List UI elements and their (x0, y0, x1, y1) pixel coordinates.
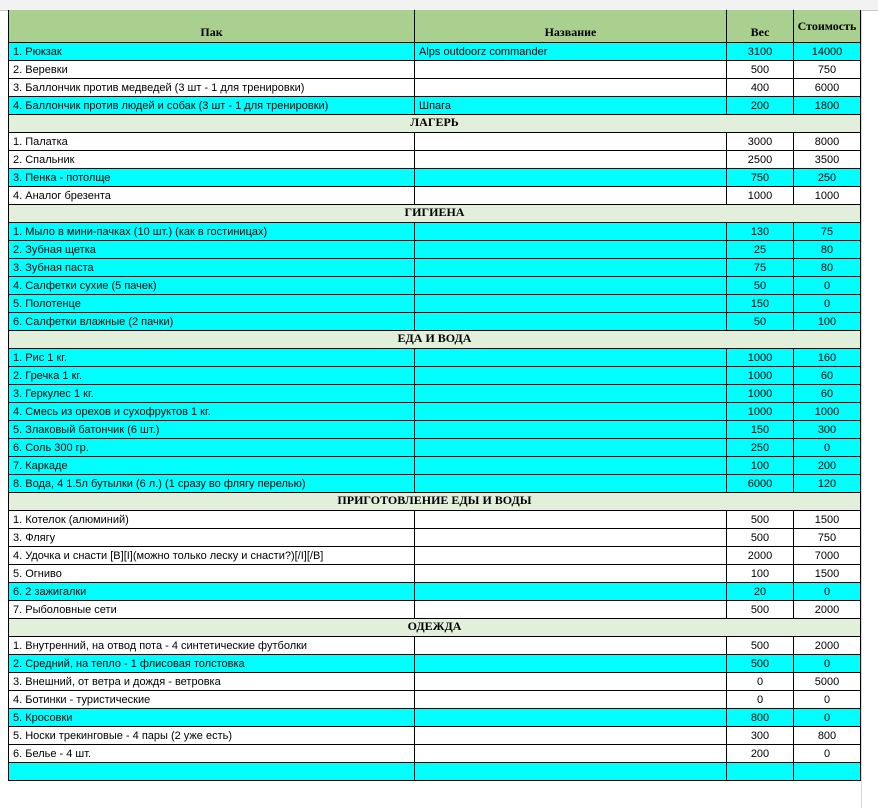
weight-cell[interactable]: 100 (727, 565, 794, 583)
weight-cell[interactable]: 500 (727, 61, 794, 79)
weight-cell[interactable]: 50 (727, 313, 794, 331)
table-row (0, 583, 878, 601)
name-cell[interactable] (415, 259, 727, 277)
weight-cell[interactable]: 130 (727, 223, 794, 241)
cost-cell[interactable]: 1800 (794, 97, 861, 115)
item-cell[interactable]: 2. Веревки (8, 61, 415, 79)
item-cell[interactable]: 3. Пенка - потолще (8, 169, 415, 187)
cost-cell[interactable]: 120 (794, 475, 861, 493)
table-row (0, 169, 878, 187)
weight-cell[interactable]: 3100 (727, 43, 794, 61)
cost-cell[interactable]: 1000 (794, 187, 861, 205)
name-cell[interactable] (415, 349, 727, 367)
cost-cell[interactable]: 2000 (794, 637, 861, 655)
weight-cell[interactable]: 2500 (727, 151, 794, 169)
cost-cell[interactable]: 7000 (794, 547, 861, 565)
weight-cell[interactable]: 3000 (727, 133, 794, 151)
section-title[interactable]: ЛАГЕРЬ (8, 115, 861, 133)
cost-cell[interactable]: 0 (794, 295, 861, 313)
cost-cell[interactable]: 5000 (794, 673, 861, 691)
item-cell[interactable]: 2. Гречка 1 кг. (8, 367, 415, 385)
name-cell[interactable] (415, 745, 727, 763)
weight-cell[interactable]: 100 (727, 457, 794, 475)
name-cell[interactable] (415, 727, 727, 745)
cost-cell[interactable]: 0 (794, 709, 861, 727)
section-title[interactable]: ГИГИЕНА (8, 205, 861, 223)
name-cell[interactable] (415, 529, 727, 547)
table-row (0, 313, 878, 331)
weight-cell[interactable]: 1000 (727, 367, 794, 385)
cost-cell[interactable]: 14000 (794, 43, 861, 61)
section-header (0, 331, 878, 349)
item-cell[interactable]: 4. Смесь из орехов и сухофруктов 1 кг. (8, 403, 415, 421)
table-row (0, 43, 878, 61)
name-cell[interactable] (415, 583, 727, 601)
table-row (0, 511, 878, 529)
table-row (0, 637, 878, 655)
item-cell[interactable]: 1. Рюкзак (8, 43, 415, 61)
weight-cell[interactable]: 500 (727, 529, 794, 547)
header-row (0, 10, 878, 43)
cost-cell[interactable]: 1000 (794, 403, 861, 421)
name-cell[interactable] (415, 691, 727, 709)
cost-cell[interactable]: 80 (794, 241, 861, 259)
cost-cell[interactable]: 800 (794, 727, 861, 745)
cost-cell[interactable]: 200 (794, 457, 861, 475)
item-cell[interactable]: 8. Вода, 4 1.5л бутылки (6 л.) (1 сразу во флягу перелью) (8, 475, 415, 493)
cost-cell[interactable] (794, 763, 861, 781)
weight-cell[interactable]: 800 (727, 709, 794, 727)
section-header (0, 205, 878, 223)
name-cell[interactable] (415, 367, 727, 385)
header-name[interactable]: Название (415, 10, 727, 43)
table-row (0, 709, 878, 727)
item-cell[interactable]: 6. 2 зажигалки (8, 583, 415, 601)
item-cell[interactable]: 6. Салфетки влажные (2 пачки) (8, 313, 415, 331)
table-row (0, 475, 878, 493)
cost-cell[interactable]: 0 (794, 439, 861, 457)
item-cell[interactable]: 5. Носки трекинговые - 4 пары (2 уже есть) (8, 727, 415, 745)
item-cell[interactable]: 4. Удочка и снасти [B][I](можно только леску и снасти?)[/I][/B] (8, 547, 415, 565)
header-cost[interactable]: Стоимость (794, 10, 861, 43)
item-cell[interactable]: 5. Кросовки (8, 709, 415, 727)
cost-cell[interactable]: 100 (794, 313, 861, 331)
name-cell[interactable] (415, 403, 727, 421)
table-row (0, 277, 878, 295)
item-cell[interactable]: 3. Внешний, от ветра и дождя - ветровка (8, 673, 415, 691)
cost-cell[interactable]: 8000 (794, 133, 861, 151)
name-cell[interactable] (415, 421, 727, 439)
item-cell[interactable]: 4. Салфетки сухие (5 пачек) (8, 277, 415, 295)
name-cell[interactable] (415, 763, 727, 781)
item-cell[interactable]: 1. Палатка (8, 133, 415, 151)
weight-cell[interactable]: 75 (727, 259, 794, 277)
table-row (0, 97, 878, 115)
name-cell[interactable] (415, 151, 727, 169)
section-header (0, 115, 878, 133)
weight-cell[interactable]: 0 (727, 691, 794, 709)
item-cell[interactable]: 5. Злаковый батончик (6 шт.) (8, 421, 415, 439)
cost-cell[interactable]: 80 (794, 259, 861, 277)
name-cell[interactable] (415, 385, 727, 403)
name-cell[interactable] (415, 313, 727, 331)
name-cell[interactable] (415, 475, 727, 493)
weight-cell[interactable]: 1000 (727, 187, 794, 205)
item-cell[interactable]: 5. Полотенце (8, 295, 415, 313)
weight-cell[interactable]: 1000 (727, 349, 794, 367)
section-title[interactable]: ПРИГОТОВЛЕНИЕ ЕДЫ И ВОДЫ (8, 493, 861, 511)
table-row (0, 187, 878, 205)
name-cell[interactable] (415, 511, 727, 529)
cost-cell[interactable]: 0 (794, 691, 861, 709)
name-cell[interactable] (415, 61, 727, 79)
weight-cell[interactable]: 500 (727, 601, 794, 619)
item-cell[interactable]: 5. Огниво (8, 565, 415, 583)
table-row (0, 529, 878, 547)
item-cell[interactable]: 7. Каркаде (8, 457, 415, 475)
table-row (0, 295, 878, 313)
cost-cell[interactable]: 300 (794, 421, 861, 439)
table-row (0, 565, 878, 583)
table-row (0, 727, 878, 745)
item-cell[interactable]: 4. Аналог брезента (8, 187, 415, 205)
name-cell[interactable] (415, 223, 727, 241)
name-cell[interactable] (415, 79, 727, 97)
name-cell[interactable] (415, 547, 727, 565)
cost-cell[interactable]: 0 (794, 277, 861, 295)
header-weight[interactable]: Вес (727, 10, 794, 43)
weight-cell[interactable]: 150 (727, 421, 794, 439)
table-row (0, 223, 878, 241)
item-cell[interactable]: 6. Соль 300 гр. (8, 439, 415, 457)
cost-cell[interactable]: 3500 (794, 151, 861, 169)
item-cell[interactable]: 2. Средний, на тепло - 1 флисовая толстовка (8, 655, 415, 673)
item-cell[interactable]: 3. Баллончик против медведей (3 шт - 1 для тренировки) (8, 79, 415, 97)
table-row (0, 259, 878, 277)
item-cell[interactable]: 2. Спальник (8, 151, 415, 169)
table-row (0, 655, 878, 673)
weight-cell[interactable]: 400 (727, 79, 794, 97)
cost-cell[interactable]: 60 (794, 367, 861, 385)
item-cell[interactable]: 1. Котелок (алюминий) (8, 511, 415, 529)
table-row (0, 385, 878, 403)
weight-cell[interactable]: 750 (727, 169, 794, 187)
name-cell[interactable] (415, 601, 727, 619)
weight-cell[interactable]: 200 (727, 97, 794, 115)
cost-cell[interactable]: 1500 (794, 565, 861, 583)
item-cell[interactable]: 3. Флягу (8, 529, 415, 547)
name-cell[interactable] (415, 565, 727, 583)
weight-cell[interactable]: 500 (727, 637, 794, 655)
item-cell[interactable]: 2. Зубная щетка (8, 241, 415, 259)
table-row (0, 745, 878, 763)
table-row (0, 673, 878, 691)
weight-cell[interactable]: 500 (727, 655, 794, 673)
weight-cell[interactable]: 50 (727, 277, 794, 295)
cost-cell[interactable]: 2000 (794, 601, 861, 619)
section-title[interactable]: ЕДА И ВОДА (8, 331, 861, 349)
table-row (0, 763, 878, 781)
table-row (0, 133, 878, 151)
weight-cell[interactable]: 1000 (727, 403, 794, 421)
weight-cell[interactable]: 150 (727, 295, 794, 313)
table-row (0, 403, 878, 421)
name-cell[interactable] (415, 673, 727, 691)
cost-cell[interactable]: 750 (794, 61, 861, 79)
item-cell[interactable]: 1. Рис 1 кг. (8, 349, 415, 367)
table-row (0, 367, 878, 385)
name-cell[interactable] (415, 169, 727, 187)
name-cell[interactable] (415, 637, 727, 655)
item-cell[interactable]: 4. Баллончик против людей и собак (3 шт - 1 для тренировки) (8, 97, 415, 115)
name-cell[interactable]: Шпага (415, 97, 727, 115)
name-cell[interactable] (415, 439, 727, 457)
table-row (0, 241, 878, 259)
table-row (0, 151, 878, 169)
weight-cell[interactable]: 6000 (727, 475, 794, 493)
weight-cell[interactable]: 25 (727, 241, 794, 259)
name-cell[interactable] (415, 241, 727, 259)
cost-cell[interactable]: 0 (794, 745, 861, 763)
item-cell[interactable]: 3. Зубная паста (8, 259, 415, 277)
weight-cell[interactable]: 300 (727, 727, 794, 745)
name-cell[interactable] (415, 457, 727, 475)
name-cell[interactable] (415, 277, 727, 295)
weight-cell[interactable]: 500 (727, 511, 794, 529)
item-cell[interactable]: 1. Мыло в мини-пачках (10 шт.) (как в гостиницах) (8, 223, 415, 241)
item-cell[interactable]: 6. Белье - 4 шт. (8, 745, 415, 763)
name-cell[interactable] (415, 709, 727, 727)
cost-cell[interactable]: 250 (794, 169, 861, 187)
name-cell[interactable] (415, 187, 727, 205)
section-title[interactable]: ОДЕЖДА (8, 619, 861, 637)
weight-cell[interactable]: 200 (727, 745, 794, 763)
item-cell[interactable]: 4. Ботинки - туристические (8, 691, 415, 709)
weight-cell[interactable]: 2000 (727, 547, 794, 565)
table-row (0, 691, 878, 709)
item-cell[interactable]: 1. Внутренний, на отвод пота - 4 синтетические футболки (8, 637, 415, 655)
name-cell[interactable]: Alps outdoorz commander (415, 43, 727, 61)
cost-cell[interactable]: 60 (794, 385, 861, 403)
item-cell[interactable]: 7. Рыболовные сети (8, 601, 415, 619)
cost-cell[interactable]: 160 (794, 349, 861, 367)
cost-cell[interactable]: 1500 (794, 511, 861, 529)
table-row (0, 457, 878, 475)
table-row (0, 601, 878, 619)
table-row (0, 547, 878, 565)
cost-cell[interactable]: 75 (794, 223, 861, 241)
weight-cell[interactable]: 250 (727, 439, 794, 457)
name-cell[interactable] (415, 655, 727, 673)
cost-cell[interactable]: 6000 (794, 79, 861, 97)
section-header (0, 619, 878, 637)
table-row (0, 79, 878, 97)
cost-cell[interactable]: 0 (794, 583, 861, 601)
table-row (0, 421, 878, 439)
item-cell[interactable] (8, 763, 415, 781)
name-cell[interactable] (415, 133, 727, 151)
weight-cell[interactable]: 20 (727, 583, 794, 601)
table-row (0, 61, 878, 79)
cost-cell[interactable]: 750 (794, 529, 861, 547)
weight-cell[interactable]: 1000 (727, 385, 794, 403)
section-header (0, 493, 878, 511)
table-row (0, 349, 878, 367)
header-pack[interactable]: Пак (8, 10, 415, 43)
name-cell[interactable] (415, 295, 727, 313)
cost-cell[interactable]: 0 (794, 655, 861, 673)
table-row (0, 439, 878, 457)
weight-cell[interactable]: 0 (727, 673, 794, 691)
weight-cell[interactable] (727, 763, 794, 781)
item-cell[interactable]: 3. Геркулес 1 кг. (8, 385, 415, 403)
